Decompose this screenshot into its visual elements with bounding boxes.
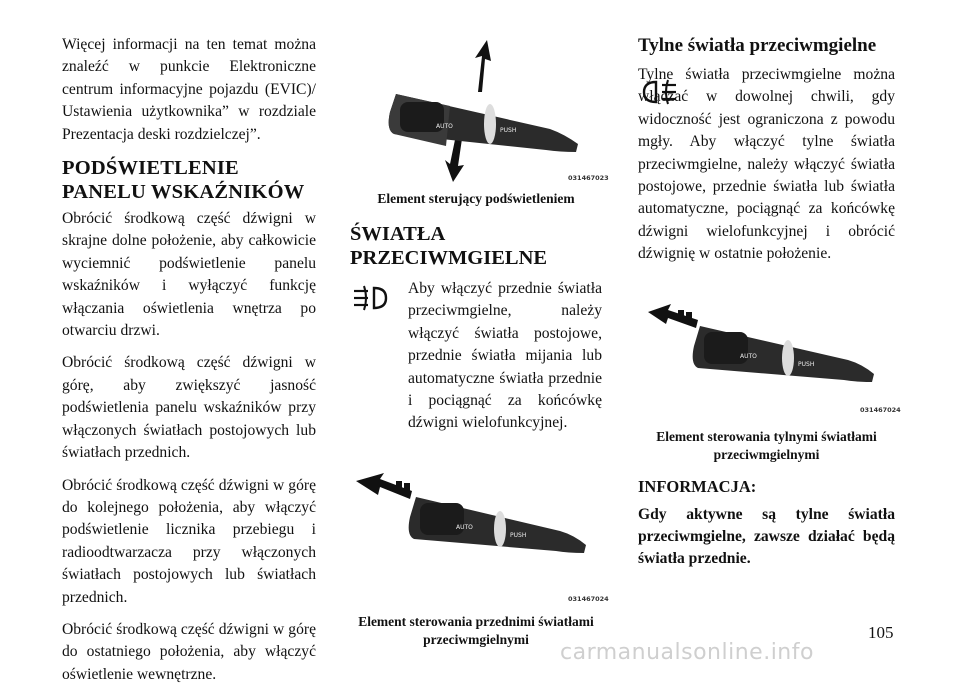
paragraph: Obrócić środkową część dźwigni w górę do ostatniego położenia, aby włączyć oświetlenie wewnętrzne. xyxy=(62,620,316,683)
multifunction-stalk-illustration xyxy=(350,34,602,186)
rear-fog-control-figure xyxy=(638,290,901,424)
stalk-push-label: PUSH xyxy=(798,360,815,368)
paragraph: Aby włączyć przednie światła przeciwmgielne, należy włączyć światła postojowe, przednie światła mijania lub automatyczne światła przednie i pociągnąć za końcówkę dźwigni wielofunkcyjnej. xyxy=(408,280,602,432)
page-number: 105 xyxy=(868,623,894,642)
stalk-push-label: PUSH xyxy=(500,127,517,134)
paragraph: Tylne światła przeciwmgielne można włączać w dowolnej chwili, gdy widoczność jest ograniczona z powodu mgły. Aby włączyć tylne światła przeciwmgielne, należy włączyć światła postojowe, przednie światła lub światła automatyczne, pociągnąć za końcówkę dźwigni wielofunkcyjnej i obrócić dźwignię w ostatnie położenie. xyxy=(638,66,895,263)
dimmer-control-figure xyxy=(350,34,609,186)
front-fog-paragraph xyxy=(350,278,602,435)
paragraph: Obrócić środkową część dźwigni w górę, aby zwiększyć jasność podświetlenia panelu wskaźników przy włączonych światłach postojowych lub światłach przednich. xyxy=(62,354,316,462)
stalk-auto-label: AUTO xyxy=(436,123,453,130)
figure-code: 031467023 xyxy=(568,174,609,182)
figure-code: 031467024 xyxy=(860,405,901,414)
front-fog-lamp-icon xyxy=(350,280,392,316)
figure-code: 031467024 xyxy=(568,594,609,603)
paragraph: Obrócić środkową część dźwigni w górę do kolejnego położenia, aby włączyć podświetlenie licznika przebiegu i radioodtwarzacza przy włączonych światłach postojowych lub światłach przednich. xyxy=(62,476,316,606)
rear-fog-lamp-icon xyxy=(638,74,680,110)
figure-caption: Element sterowania tylnymi światłami przeciwmgielnymi xyxy=(656,428,877,462)
section-heading-rear-fog-lights: Tylne światła przeciwmgielne xyxy=(638,35,877,56)
info-heading: INFORMACJA: xyxy=(638,476,757,496)
front-fog-control-figure xyxy=(350,469,609,611)
column-middle xyxy=(350,34,609,649)
section-heading-fog-lights: ŚWIATŁA PRZECIWMGIELNE xyxy=(350,223,548,269)
rear-fog-paragraph xyxy=(638,64,895,266)
intro-paragraph: Więcej informacji na ten temat można znaleźć w punkcie Elektroniczne centrum informacyjne pojazdu (EVIC)/ Ustawienia użytkownika” w rozdziale Prezentacja deski rozdzielczej”. xyxy=(62,36,316,143)
stalk-push-label: PUSH xyxy=(510,531,527,539)
watermark: carmanualsonline.info xyxy=(560,640,814,665)
multifunction-stalk-illustration xyxy=(350,469,602,611)
info-text: Gdy aktywne są tylne światła przeciwmgielne, zawsze działać będą światła przednie. xyxy=(638,505,895,568)
column-right xyxy=(638,34,901,581)
section-heading-panel-lighting: PODŚWIETLENIE PANELU WSKAŹNIKÓW xyxy=(62,157,305,204)
paragraph: Obrócić środkową część dźwigni w skrajne dolne położenie, aby całkowicie wyciemnić podświetlenie panelu wskaźników i wyłączyć funkcję włączania oświetlenia wnętrza po otwarciu drzwi. xyxy=(62,210,316,340)
multifunction-stalk-illustration xyxy=(638,290,895,424)
column-left xyxy=(62,34,316,696)
stalk-auto-label: AUTO xyxy=(456,523,473,531)
figure-caption: Element sterowania przednimi światłami przeciwmgielnymi xyxy=(358,613,594,647)
figure-caption: Element sterujący podświetleniem xyxy=(377,191,575,206)
stalk-auto-label: AUTO xyxy=(740,352,757,360)
